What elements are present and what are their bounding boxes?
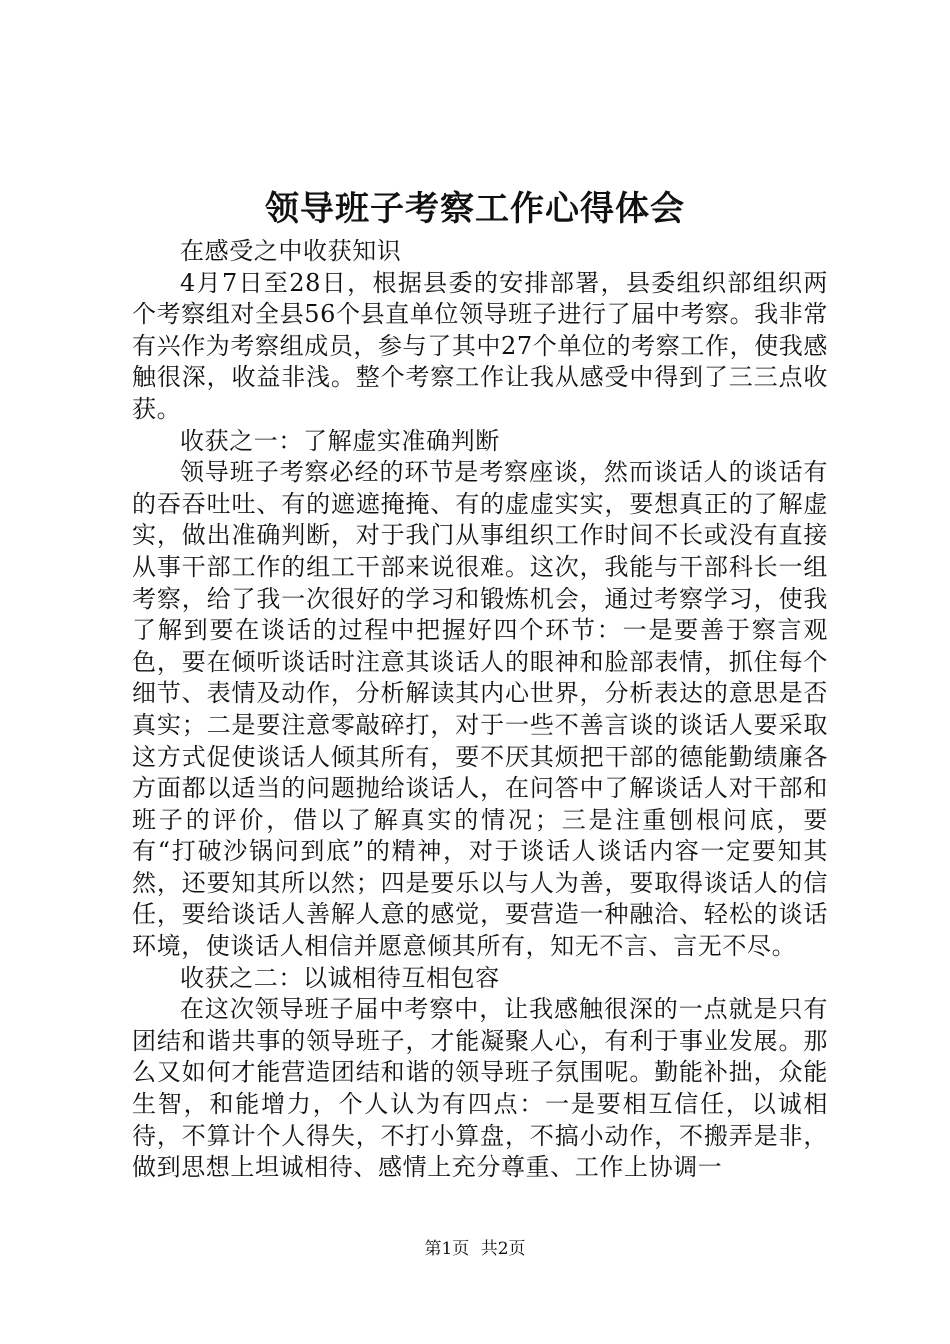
page-number-footer: 第1页 共2页 xyxy=(424,1239,526,1259)
document-body xyxy=(132,236,828,1184)
paragraph: 领导班子考察必经的环节是考察座谈，然而谈话人的谈话有的吞吞吐吐、有的遮遮掩掩、有的虚虚实实，要想真正的了解虚实，做出准确判断，对于我门从事组织工作时间不长或没有直接从事干部工作的组工干部来说很难。这次，我能与干部科长一组考察，给了我一次很好的学习和锻炼机会，通过考察学习，使我了解到要在谈话的过程中把握好四个环节：一是要善于察言观色，要在倾听谈话时注意其谈话人的眼神和脸部表情，抓住每个细节、表情及动作，分析解读其内心世界，分析表达的意思是否真实；二是要注意零敲碎打，对于一些不善言谈的谈话人要采取这方式促使谈话人倾其所有，要不厌其烦把干部的德能勤绩廉各方面都以适当的问题抛给谈话人，在问答中了解谈话人对干部和班子的评价，借以了解真实的情况；三是注重刨根问底，要有“打破沙锅问到底”的精神，对于谈话人谈话内容一定要知其然，还要知其所以然；四是要乐以与人为善，要取得谈话人的信任，要给谈话人善解人意的感觉，要营造一种融洽、轻松的谈话环境，使谈话人相信并愿意倾其所有，知无不言、言无不尽。 xyxy=(132,458,828,961)
document-title: 领导班子考察工作心得体会 xyxy=(265,189,685,229)
section-heading-intro: 在感受之中收获知识 xyxy=(180,237,402,265)
paragraph: 在这次领导班子届中考察中，让我感触很深的一点就是只有团结和谐共事的领导班子，才能凝聚人心，有利于事业发展。那么又如何才能营造团结和谐的领导班子氛围呢。勤能补拙，众能生智，和能增力，个人认为有四点：一是要相互信任，以诚相待，不算计个人得失，不打小算盘，不搞小动作，不搬弄是非，做到思想上坦诚相待、感情上充分尊重、工作上协调一 xyxy=(132,995,828,1182)
section-heading-gain-2: 收获之二：以诚相待互相包容 xyxy=(180,963,500,992)
paragraph: 4月7日至28日，根据县委的安排部署，县委组织部组织两个考察组对全县56个县直单位领导班子进行了届中考察。我非常有兴作为考察组成员，参与了其中27个单位的考察工作，使我感触很深，收益非浅。整个考察工作让我从感受中得到了三三点收获。 xyxy=(132,268,828,423)
section-heading-gain-1: 收获之一：了解虚实准确判断 xyxy=(180,426,500,455)
